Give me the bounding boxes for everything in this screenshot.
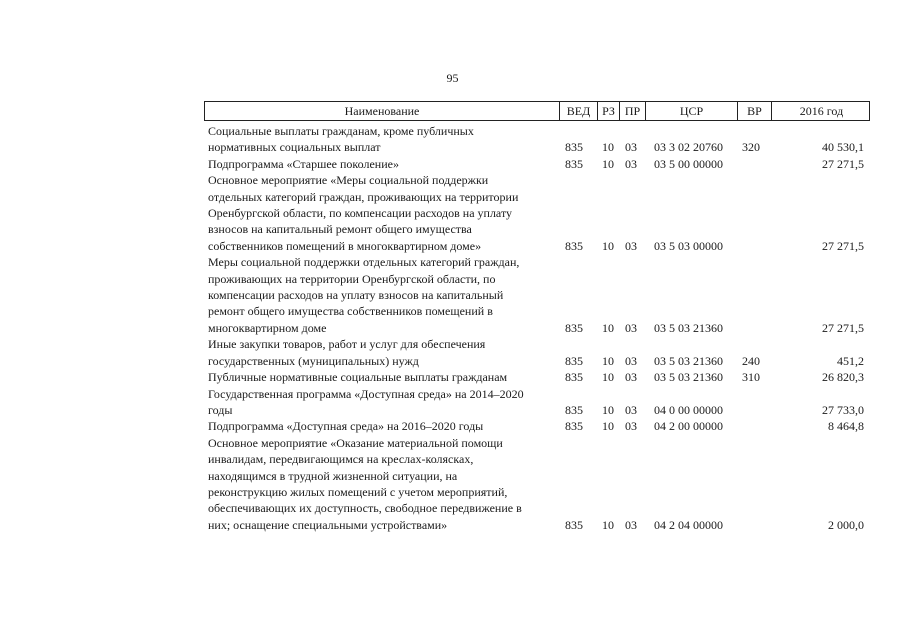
cell-rz: 10 <box>602 320 614 335</box>
cell-pr: 03 <box>625 140 637 155</box>
cell-amount: 451,2 <box>837 353 864 368</box>
table-row <box>204 172 870 254</box>
cell-amount: 8 464,8 <box>828 419 864 434</box>
cell-pr: 03 <box>625 370 637 385</box>
table-row <box>204 418 870 434</box>
row-name-line: многоквартирном доме <box>208 320 327 335</box>
cell-rz: 10 <box>602 156 614 171</box>
table-row <box>204 123 870 156</box>
cell-vr: 320 <box>742 140 760 155</box>
table-row <box>204 386 870 419</box>
cell-rz: 10 <box>602 419 614 434</box>
table-row <box>204 369 870 385</box>
cell-pr: 03 <box>625 320 637 335</box>
cell-ved: 835 <box>565 140 583 155</box>
header-pr: ПР <box>619 102 645 120</box>
row-name-line: находящимся в трудной жизненной ситуации, на <box>208 468 458 483</box>
cell-csr: 03 5 03 21360 <box>654 370 723 385</box>
table-row <box>204 336 870 369</box>
cell-pr: 03 <box>625 517 637 532</box>
cell-vr: 310 <box>742 370 760 385</box>
row-name <box>204 254 558 336</box>
budget-table <box>204 101 870 532</box>
row-name <box>204 156 558 172</box>
table-row <box>204 435 870 533</box>
row-name-line: взносов на капитальный ремонт общего имущества <box>208 222 472 237</box>
row-name-line: Меры социальной поддержки отдельных категорий граждан, <box>208 255 520 270</box>
cell-pr: 03 <box>625 402 637 417</box>
cell-amount: 40 530,1 <box>822 140 864 155</box>
cell-ved: 835 <box>565 517 583 532</box>
header-year: 2016 год <box>771 102 871 120</box>
row-name <box>204 418 558 434</box>
cell-rz: 10 <box>602 517 614 532</box>
cell-rz: 10 <box>602 402 614 417</box>
cell-csr: 04 0 00 00000 <box>654 402 723 417</box>
row-name-line: государственных (муниципальных) нужд <box>208 353 419 368</box>
cell-amount: 27 271,5 <box>822 238 864 253</box>
cell-rz: 10 <box>602 353 614 368</box>
cell-vr: 240 <box>742 353 760 368</box>
cell-ved: 835 <box>565 320 583 335</box>
cell-ved: 835 <box>565 402 583 417</box>
row-name <box>204 386 558 419</box>
row-name-line: Подпрограмма «Доступная среда» на 2016–2020 годы <box>208 419 484 434</box>
header-ved: ВЕД <box>559 102 597 120</box>
row-name-line: Публичные нормативные социальные выплаты гражданам <box>208 370 508 385</box>
cell-csr: 04 2 04 00000 <box>654 517 723 532</box>
cell-csr: 03 5 00 00000 <box>654 156 723 171</box>
row-name-line: Иные закупки товаров, работ и услуг для обеспечения <box>208 337 486 352</box>
row-name-line: проживающих на территории Оренбургской области, по <box>208 271 496 286</box>
row-name-line: Основное мероприятие «Оказание материальной помощи <box>208 435 503 450</box>
header-csr: ЦСР <box>645 102 737 120</box>
row-name-line: отдельных категорий граждан, проживающих на территории <box>208 189 519 204</box>
cell-ved: 835 <box>565 370 583 385</box>
cell-csr: 03 5 03 21360 <box>654 320 723 335</box>
row-name-line: нормативных социальных выплат <box>208 140 381 155</box>
row-name-line: Основное мероприятие «Меры социальной поддержки <box>208 173 489 188</box>
cell-pr: 03 <box>625 353 637 368</box>
header-name: Наименование <box>344 104 420 118</box>
row-name-line: Оренбургской области, по компенсации расходов на уплату <box>208 206 513 221</box>
cell-ved: 835 <box>565 238 583 253</box>
cell-rz: 10 <box>602 370 614 385</box>
table-body <box>204 123 870 533</box>
row-name-line: годы <box>208 402 233 417</box>
row-name <box>204 336 558 369</box>
row-name <box>204 435 558 533</box>
row-name-line: собственников помещений в многоквартирном доме» <box>208 238 482 253</box>
cell-ved: 835 <box>565 353 583 368</box>
table-row <box>204 254 870 336</box>
cell-csr: 03 3 02 20760 <box>654 140 723 155</box>
cell-csr: 03 5 03 00000 <box>654 238 723 253</box>
cell-amount: 2 000,0 <box>828 517 864 532</box>
row-name-line: них; оснащение специальными устройствами» <box>208 517 448 532</box>
row-name-line: инвалидам, передвигающимся на креслах-колясках, <box>208 452 474 467</box>
row-name-line: компенсации расходов на уплату взносов на капитальный <box>208 288 504 303</box>
cell-amount: 27 271,5 <box>822 320 864 335</box>
row-name-line: Социальные выплаты гражданам, кроме публичных <box>208 124 474 138</box>
header-rz: РЗ <box>597 102 619 120</box>
cell-ved: 835 <box>565 156 583 171</box>
cell-amount: 27 733,0 <box>822 402 864 417</box>
row-name <box>204 123 558 156</box>
row-name-line: Подпрограмма «Старшее поколение» <box>208 156 399 171</box>
cell-rz: 10 <box>602 238 614 253</box>
cell-amount: 26 820,3 <box>822 370 864 385</box>
page-number: 95 <box>446 71 459 85</box>
row-name <box>204 369 558 385</box>
table-header <box>204 101 870 121</box>
row-name-line: Государственная программа «Доступная среда» на 2014–2020 <box>208 386 524 401</box>
cell-pr: 03 <box>625 419 637 434</box>
row-name-line: реконструкцию жилых помещений с учетом мероприятий, <box>208 484 508 499</box>
row-name-line: обеспечивающих их доступность, свободное передвижение в <box>208 501 522 516</box>
cell-pr: 03 <box>625 238 637 253</box>
row-name <box>204 172 558 254</box>
cell-csr: 04 2 00 00000 <box>654 419 723 434</box>
table-row <box>204 156 870 172</box>
cell-pr: 03 <box>625 156 637 171</box>
row-name-line: ремонт общего имущества собственников помещений в <box>208 304 493 319</box>
cell-csr: 03 5 03 21360 <box>654 353 723 368</box>
cell-amount: 27 271,5 <box>822 156 864 171</box>
cell-ved: 835 <box>565 419 583 434</box>
header-vr: ВР <box>737 102 771 120</box>
cell-rz: 10 <box>602 140 614 155</box>
